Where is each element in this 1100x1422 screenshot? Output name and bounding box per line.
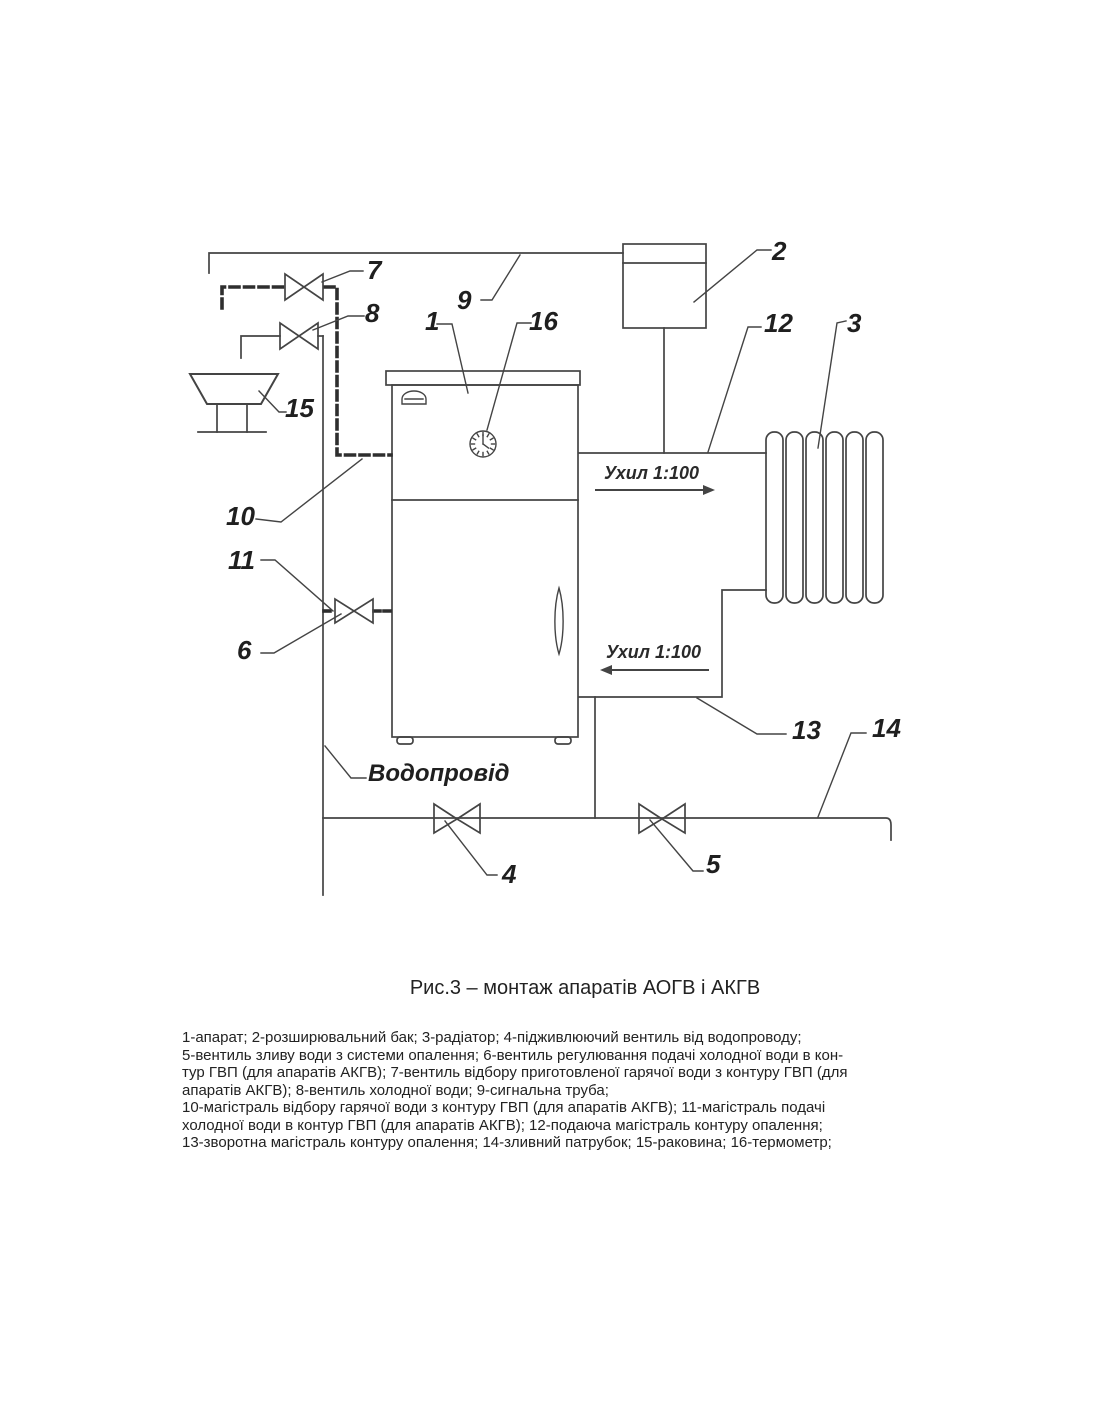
- callout-2: 2: [772, 236, 787, 266]
- boiler-foot-left: [397, 737, 413, 744]
- legend-line: тур ГВП (для апаратів АКГВ); 7-вентиль відбору приготовленої гарячої води з контуру ГВП (для: [182, 1064, 848, 1081]
- radiator: [766, 432, 883, 603]
- callout-11: 11: [228, 545, 255, 575]
- return-slope-arrow: [600, 665, 708, 675]
- leader-3: [818, 321, 846, 448]
- bottom-drain-pipe: [323, 818, 891, 840]
- supply-slope-arrow: [596, 485, 715, 495]
- leader-1: [437, 324, 468, 393]
- boiler-brand-badge: [402, 391, 426, 404]
- callout-9: 9: [457, 285, 472, 315]
- boiler-top-cap: [386, 371, 580, 385]
- slope-label-supply: Ухил 1:100: [604, 463, 699, 483]
- callout-16: 16: [529, 306, 558, 336]
- callout-1: 1: [425, 306, 440, 336]
- figure-legend: [182, 1029, 902, 1152]
- boiler-foot-right: [555, 737, 571, 744]
- callout-8: 8: [365, 298, 380, 328]
- callout-7: 7: [367, 255, 382, 285]
- callout-12: 12: [764, 308, 793, 338]
- callout-4: 4: [502, 859, 517, 889]
- boiler-door-handle: [555, 588, 563, 654]
- legend-line: 1-апарат; 2-розширювальний бак; 3-радіатор; 4-підживлюючий вентиль від водопроводу;: [182, 1029, 802, 1046]
- callout-15: 15: [285, 393, 314, 423]
- valve-6: [335, 599, 373, 623]
- expansion-tank: [623, 244, 706, 453]
- leader-water-supply: [325, 746, 366, 778]
- callout-13: 13: [792, 715, 821, 745]
- valve-8: [280, 323, 318, 349]
- callout-10: 10: [226, 501, 255, 531]
- callout-5: 5: [706, 849, 721, 879]
- slope-label-return: Ухил 1:100: [606, 642, 701, 662]
- leader-7: [322, 271, 363, 282]
- thermometer-gauge: [470, 431, 496, 457]
- callout-6: 6: [237, 635, 252, 665]
- leader-6: [261, 614, 341, 653]
- cold-water-branch: [241, 336, 280, 358]
- legend-line: 5-вентиль зливу води з системи опалення; 6-вентиль регулювання подачі холодної води в кон-: [182, 1046, 844, 1064]
- legend-line: 10-магістраль відбору гарячої води з контуру ГВП (для апаратів АКГВ); 11-магістраль подачі: [182, 1099, 826, 1116]
- boiler: [386, 371, 580, 744]
- legend-line: 13-зворотна магістраль контуру опалення; 14-зливний патрубок; 15-раковина; 16-термометр;: [182, 1134, 832, 1151]
- leader-12: [708, 327, 761, 452]
- valve-7: [285, 274, 323, 300]
- leader-13: [697, 698, 786, 734]
- legend-line: холодної води в контур ГВП (для апаратів АКГВ); 12-подаюча магістраль контуру опалення;: [182, 1116, 823, 1134]
- leader-14: [818, 733, 866, 817]
- callout-14: 14: [872, 713, 901, 743]
- leader-4: [445, 821, 497, 875]
- leader-lines: [256, 250, 866, 879]
- water-supply-label: Водопровід: [368, 760, 510, 787]
- figure-caption: Рис.3 – монтаж апаратів АОГВ і АКГВ: [409, 977, 761, 999]
- sink: [190, 374, 278, 432]
- callout-3: 3: [847, 308, 862, 338]
- leader-10: [256, 459, 362, 522]
- legend-line: апаратів АКГВ); 8-вентиль холодної води; 9-сигнальна труба;: [182, 1081, 609, 1099]
- signal-pipe: [209, 253, 623, 273]
- leader-9: [481, 255, 520, 300]
- boiler-body: [392, 385, 578, 737]
- leader-16: [487, 323, 531, 430]
